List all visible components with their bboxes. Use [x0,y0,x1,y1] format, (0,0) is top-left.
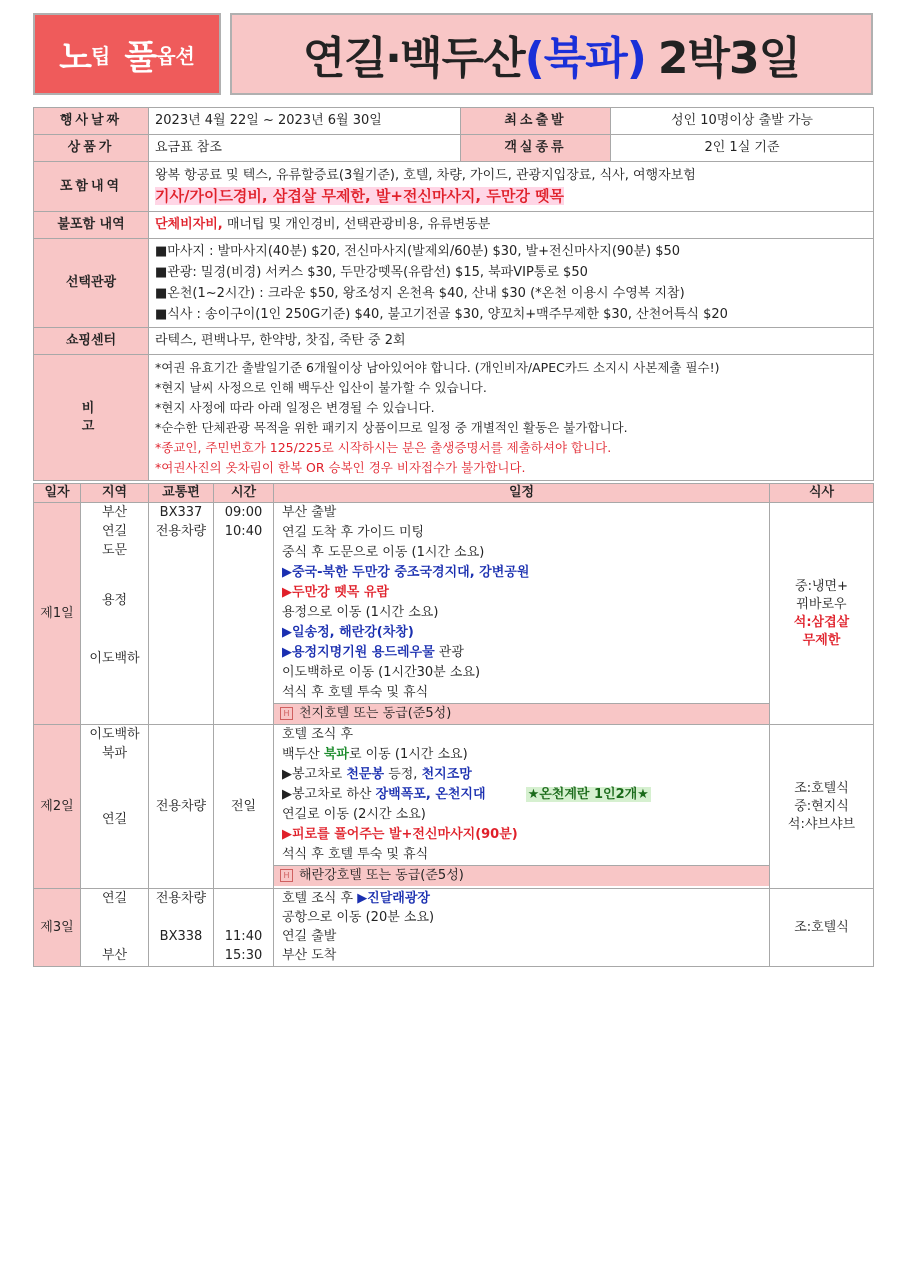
meal: 중:냉면+ [795,578,848,594]
day2-time: 전일 [214,725,274,889]
day3-transport [149,889,214,967]
hotel-line [274,703,769,724]
incl-line-1: 왕복 항공료 및 텍스, 유류할증료(3월기준), 호텔, 차량, 가이드, 관광지입장료, 식사, 여행자보험 [155,167,696,183]
day1-transport [149,503,214,725]
schedule-line: 연길 도착 후 가이드 미팅 [282,525,425,540]
day1-times [214,503,274,725]
table-row-day1 [34,503,874,725]
note-line: *현지 사정에 따라 아래 일정은 변경될 수 있습니다. [155,399,435,415]
note-line-red: *종교인, 주민번호가 125/225로 시작하시는 분은 출생증명서를 제출하셔야 합니다. [155,439,612,455]
schedule-line: ▶일송정, 해란강(차창) [282,625,414,640]
col-header-time: 시간 [214,484,274,503]
schedule-line: ▶피로를 풀어주는 발+전신마사지(90분) [282,827,518,842]
meal-red: 석:삼겹살 [793,614,850,630]
incl-value [149,162,874,212]
badge-big-2: 풀 [124,37,157,78]
meal: 석:샤브샤브 [787,816,856,832]
schedule-line: ▶용정지명기원 용드레우물 [282,645,435,660]
info-table [33,107,874,481]
day2-meals [770,725,874,889]
region: 도문 [101,543,128,558]
date-value: 2023년 4월 22일 ~ 2023년 6월 30일 [149,108,461,135]
note-value [149,355,874,481]
transport: 전용차량 [155,891,207,906]
meal: 조:호텔식 [794,919,849,935]
price-label: 상품가 [34,135,149,162]
hotel-name: 해란강호텔 또는 동급(준5성) [299,868,464,883]
meal: 조:호텔식 [794,780,849,796]
opt-line: ■식사 : 송이구이(1인 250G기준) $40, 불고기전골 $30, 양꼬치+맥주무제한 $30, 산천어특식 $20 [155,307,728,322]
schedule-line: 연길 출발 [282,929,337,944]
page-title [230,13,873,95]
day3-times [214,889,274,967]
shop-label: 쇼핑센터 [34,328,149,355]
excl-rest: 매너팁 및 개인경비, 선택관광비용, 유류변동분 [222,217,491,232]
opt-line: ■마사지 : 발마사지(40분) $20, 전신마사지(발제외/60분) $30, 발+전신마사지(90분) $50 [155,244,681,259]
opt-line: ■관광: 밀경(비경) 서커스 $30, 두만강뗏목(유람선) $15, 북파VIP통로 $50 [155,265,588,280]
col-header-meals: 식사 [770,484,874,503]
region: 북파 [101,746,128,761]
schedule-line: ▶두만강 뗏목 유람 [282,585,389,600]
hotel-line [274,865,769,886]
time: 09:00 [224,505,263,520]
schedule-line: 이도백하로 이동 (1시간30분 소요) [282,665,481,680]
day1-regions [81,503,149,725]
col-header-region: 지역 [81,484,149,503]
excl-red: 단체비자비, [155,217,223,232]
date-label: 행사날짜 [34,108,149,135]
table-row-day3 [34,889,874,967]
schedule-line: 공항으로 이동 (20분 소요) [282,910,435,925]
region: 연길 [101,891,128,906]
room-value: 2인 1실 기준 [611,135,874,162]
region: 부산 [101,505,128,520]
day2-regions [81,725,149,889]
badge-small-2: 옵션 [156,43,195,68]
time: 15:30 [224,948,263,963]
region: 이도백하 [89,651,140,666]
region: 연길 [101,524,128,539]
region: 부산 [101,948,128,963]
excl-value [149,212,874,239]
time: 11:40 [224,929,263,944]
schedule-line: 용정으로 이동 (1시간 소요) [282,605,439,620]
table-row-day2 [34,725,874,889]
region: 연길 [101,812,128,827]
day2-schedule: 호텔 조식 후 백두산 북파로 이동 (1시간 소요) ▶봉고차로 천문봉 등정, 천지조망 ▶봉고차로 하산 장백폭포, 온천지대 ★온천계란 1인2개★ 연길로 이동 (2시간 소요) ▶피로를 풀어주는 발+전신마사지(90분) 석식 후 호텔 투숙 및 휴식 H 해란강호텔 또는 동급(준5성) [274,725,770,889]
room-label: 객실종류 [461,135,611,162]
schedule-line: 호텔 조식 후 [282,727,354,742]
transport: 전용차량 [155,524,207,539]
note-line-red: *여권사진의 옷차림이 한복 OR 승복인 경우 비자접수가 불가합니다. [155,459,526,475]
meal: 중:현지식 [794,798,849,814]
title-main: 연길‧백두산 [302,33,525,84]
note-line: *순수한 단체관광 목적을 위한 패키지 상품이므로 일정 중 개별적인 활동은 불가합니다. [155,419,628,435]
min-value: 성인 10명이상 출발 가능 [611,108,874,135]
incl-line-2: 기사/가이드경비, 삼겹살 무제한, 발+전신마사지, 두만강 뗏목 [155,186,565,205]
title-tail: 2박3일 [657,33,801,84]
transport: BX338 [159,929,203,944]
transport: BX337 [159,505,203,520]
day1-meals [770,503,874,725]
schedule-line: 부산 출발 [282,505,337,520]
note-line: *여권 유효기간 출발일기준 6개월이상 남아있어야 합니다. (개인비자/APEC카드 소지시 사본제출 필수!) [155,359,720,375]
schedule-line: 연길로 이동 (2시간 소요) [282,807,426,822]
hotel-icon: H [280,707,293,720]
hotel-icon: H [280,869,293,882]
day3-schedule: 호텔 조식 후 ▶진달래광장 공항으로 이동 (20분 소요) 연길 출발 부산 도착 [274,889,770,967]
schedule-line: 중식 후 도문으로 이동 (1시간 소요) [282,545,485,560]
min-label: 최소출발 [461,108,611,135]
region: 용정 [101,593,128,608]
hotel-name: 천지호텔 또는 동급(준5성) [299,706,452,721]
shop-value: 라텍스, 편백나무, 한약방, 찻집, 죽탄 중 2회 [149,328,874,355]
title-paren: (북파) [524,33,646,84]
hot-spring-egg-badge: ★온천계란 1인2개★ [527,787,649,802]
day3-regions [81,889,149,967]
opt-value [149,239,874,328]
note-label: 비고 [34,355,149,481]
opt-label: 선택관광 [34,239,149,328]
opt-line: ■온천(1~2시간) : 크라운 $50, 왕조성지 온천욕 $40, 산내 $30 (*온천 이용시 수영복 지참) [155,286,685,301]
schedule-line: 석식 후 호텔 투숙 및 휴식 [282,685,429,700]
badge-small-1: 팁 [91,43,111,68]
excl-label: 불포함 내역 [34,212,149,239]
schedule-line: 부산 도착 [282,948,337,963]
badge-no-tip-full-option [33,13,221,95]
day1-label: 제1일 [34,503,81,725]
region: 이도백하 [89,727,140,742]
note-line: *현지 날씨 사정으로 인해 백두산 입산이 불가할 수 있습니다. [155,379,487,395]
time: 10:40 [224,524,263,539]
price-value: 요금표 참조 [149,135,461,162]
col-header-transport: 교통편 [149,484,214,503]
day2-transport: 전용차량 [149,725,214,889]
day2-label: 제2일 [34,725,81,889]
itinerary-table [33,483,874,967]
incl-label: 포함내역 [34,162,149,212]
day3-label: 제3일 [34,889,81,967]
col-header-schedule: 일정 [274,484,770,503]
meal-red: 무제한 [802,632,841,648]
schedule-line: ▶중국-북한 두만강 중조국경지대, 강변공원 [282,565,530,580]
col-header-day: 일자 [34,484,81,503]
schedule-line: 석식 후 호텔 투숙 및 휴식 [282,847,429,862]
day3-meals [770,889,874,967]
badge-big-1: 노 [59,37,92,78]
meal: 꿔바로우 [796,596,847,612]
day1-schedule: 부산 출발 연길 도착 후 가이드 미팅 중식 후 도문으로 이동 (1시간 소요) ▶중국-북한 두만강 중조국경지대, 강변공원 ▶두만강 뗏목 유람 용정으로 이동 (1시간 소요) ▶일송정, 해란강(차창) ▶용정지명기원 용드레우물 관광 이도백하로 이동 (1시간30분 소요) 석식 후 호텔 투숙 및 휴식 H 천지호텔 또는 동급(준5성) [274,503,770,725]
